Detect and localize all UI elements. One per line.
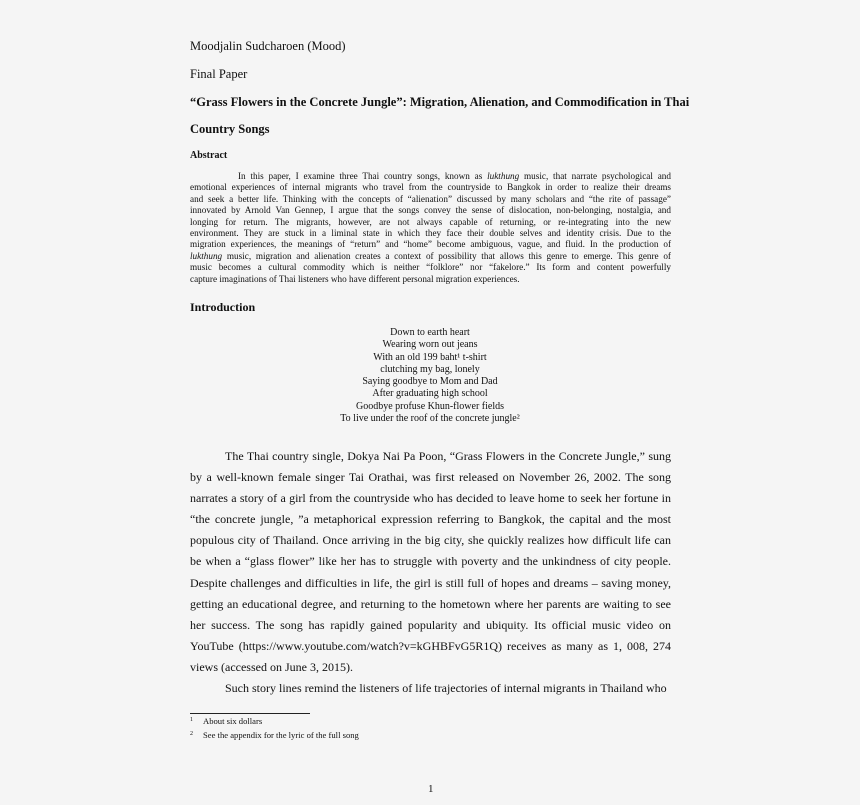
poem-line: After graduating high school [372, 388, 488, 400]
paper-type: Final Paper [190, 67, 248, 81]
body-line: her success. The song has rapidly gained popularity and ubiquity. Its official music video on [190, 617, 671, 632]
body-line: views (accessed on June 3, 2015). [190, 659, 353, 674]
italic-term: lukthung [487, 171, 520, 181]
abstract-line: lukthung music, migration and alienation creates a context of possibility that allows this genre to emerge. This genre of [190, 250, 671, 261]
poem-line: With an old 199 baht¹ t-shirt [373, 351, 487, 363]
poem-line: Saying goodbye to Mom and Dad [362, 376, 498, 388]
italic-term: lukthung [190, 250, 223, 261]
body-line: Despite challenges and difficulties in life, the girl is still full of hopes and dreams – saving money, [190, 575, 671, 590]
footnote-1 [190, 716, 262, 726]
body-line: by a well-known female singer Tai Orathai, was first released on November 26, 2002. The song [190, 470, 671, 485]
footnote-mark: 1 [190, 717, 193, 723]
epigraph-poem [300, 327, 560, 425]
footnote-2 [190, 730, 359, 740]
poem-line: To live under the roof of the concrete jungle² [340, 413, 520, 425]
body-line: Such story lines remind the listeners of life trajectories of internal migrants in Thailand who [225, 681, 667, 696]
body-line: be when a “glass flower” like her has to struggle with poverty and the unkindness of city people. [190, 554, 671, 569]
abstract-line: and seek a better life. Thinking with the concepts of “alienation” discussed by many scholars and “the rite of passage” [190, 193, 671, 204]
body-line: populous city of Thailand. Once arriving in the big city, she quickly realizes how difficult life can [190, 533, 671, 548]
abstract-line: migration experiences, the meanings of “return” and “home” become ambiguous, vague, and fluid. In the production of [190, 239, 671, 250]
abstract-line: innovated by Arnold Van Gennep, I argue that the songs convey the sense of dislocation, non-belonging, nostalgia, and [190, 205, 671, 216]
body-line: YouTube (https://www.youtube.com/watch?v=kGHBFvG5R1Q) receives as many as 1, 008, 274 [190, 638, 671, 653]
footnote-text: See the appendix for the lyric of the full song [203, 730, 359, 740]
body-line: narrates a story of a girl from the countryside who has decided to leave home to seek her fortune in [190, 491, 671, 506]
abstract-line: In this paper, I examine three Thai country songs, known as lukthung music, that narrate psychological and [238, 171, 671, 181]
abstract-heading: Abstract [190, 150, 228, 161]
abstract-line: environment. They are stuck in a liminal state in which they face their double selves and identity crisis. Due to the [190, 228, 671, 239]
footnote-mark: 2 [190, 731, 193, 737]
abstract-line: emotional experiences of internal migrants who travel from the countryside to Bangkok in order to realize their dreams [190, 182, 671, 193]
page-number: 1 [428, 783, 434, 795]
poem-line: Wearing worn out jeans [382, 339, 478, 351]
poem-line: clutching my bag, lonely [380, 363, 480, 375]
paper-title-line-2: Country Songs [190, 122, 270, 136]
poem-line: Down to earth heart [390, 327, 470, 338]
introduction-heading: Introduction [190, 300, 256, 314]
abstract-line: longing for return. The migrants, however, are not always capable of returning, or re-integrating into the new [190, 216, 671, 227]
introduction-body [190, 446, 671, 699]
body-line: “the concrete jungle, ”a metaphorical expression referring to Bangkok, the capital and the most [190, 512, 671, 527]
footnote-text: About six dollars [203, 716, 263, 726]
paper-title-line-1: “Grass Flowers in the Concrete Jungle”: Migration, Alienation, and Commodification in Thai [190, 95, 690, 109]
abstract-text [190, 171, 671, 285]
abstract-line: music becomes a cultural commodity which is neither “folklore” nor “fakelore.” Its form and content powerfully [190, 262, 671, 273]
body-line: getting an educational degree, and returning to the hometown where her parents are waiting to see [190, 596, 671, 611]
abstract-line: capture imaginations of Thai listeners who have different personal migration experiences. [190, 273, 520, 284]
body-line: The Thai country single, Dokya Nai Pa Poon, “Grass Flowers in the Concrete Jungle,” sung [225, 449, 671, 463]
author-name: Moodjalin Sudcharoen (Mood) [190, 39, 346, 53]
footnote-divider [190, 713, 310, 714]
poem-line: Goodbye profuse Khun-flower fields [355, 400, 505, 412]
